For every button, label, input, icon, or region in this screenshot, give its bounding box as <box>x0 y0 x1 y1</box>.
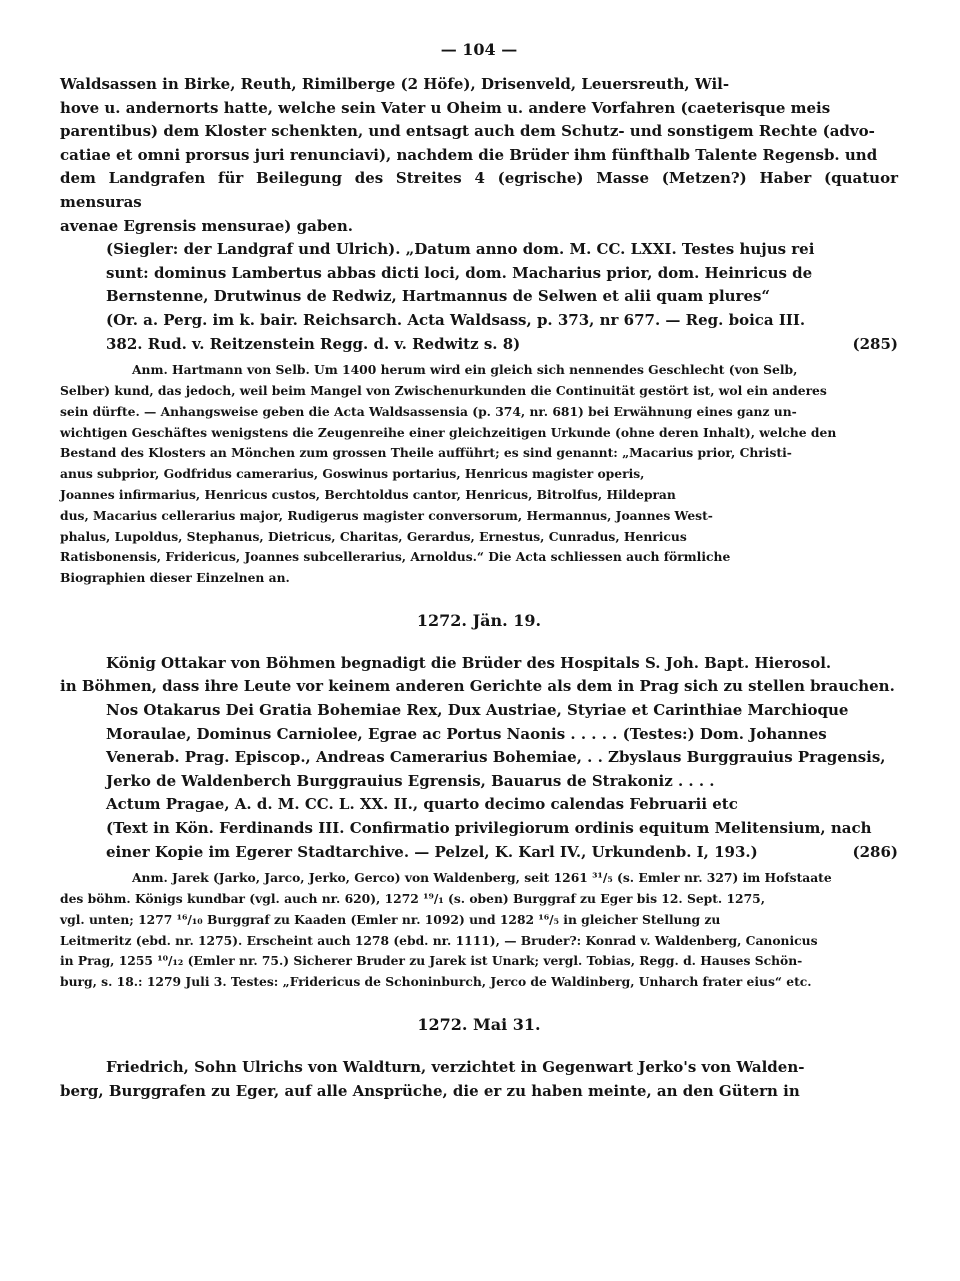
note-line: Joannes infirmarius, Henricus custos, Berchtoldus cantor, Henricus, Bitrolfus, Hildepran <box>60 486 676 502</box>
note-line: Bestand des Klosters an Mönchen zum grossen Theile aufführt; es sind genannt: „Macarius prior, Christi- <box>60 445 792 461</box>
note-line: burg, s. 18.: 1279 Juli 3. Testes: „Fridericus de Schoninburch, Jerco de Waldinberg, Unharch frater eius“ etc. <box>60 974 812 990</box>
quote-line: Actum Pragae, A. d. M. CC. L. XX. II., quarto decimo calendas Februarii etc <box>106 795 738 814</box>
summary-line: Friedrich, Sohn Ulrichs von Waldturn, verzichtet in Gegenwart Jerko's von Walden- <box>106 1058 805 1077</box>
entry-number: (285) <box>852 334 898 353</box>
note-line: anus subprior, Godfridus camerarius, Goswinus portarius, Henricus magister operis, <box>60 466 645 482</box>
note-line: in Prag, 1255 ¹⁰/₁₂ (Emler nr. 75.) Sicherer Bruder zu Jarek ist Unark; vergl. Tobias, Regg. d. Hauses Schön- <box>60 953 803 969</box>
summary-line: in Böhmen, dass ihre Leute vor keinem anderen Gerichte als dem in Prag sich zu stellen brauchen. <box>60 677 895 696</box>
text-line: avenae Egrensis mensurae) gaben. <box>60 216 353 235</box>
text-line: parentibus) dem Kloster schenkten, und entsagt auch dem Schutz- und sonstigem Rechte (advo- <box>60 122 875 141</box>
text-line: catiae et omni prorsus juri renunciavi), nachdem die Brüder ihm fünfthalb Talente Regensb. und <box>60 145 878 164</box>
quote-line: sunt: dominus Lambertus abbas dicti loci, dom. Macharius prior, dom. Heinricus de <box>106 263 813 282</box>
quote-line: Jerko de Waldenberch Burggrauius Egrensis, Bauarus de Strakoniz . . . . <box>106 771 715 790</box>
note-line: Biographien dieser Einzelnen an. <box>60 570 290 586</box>
quote-line: Bernstenne, Drutwinus de Redwiz, Hartmannus de Selwen et alii quam plures“ <box>106 287 771 306</box>
entry-286-date: 1272. Jän. 19. <box>416 610 542 630</box>
document-page <box>60 40 898 1103</box>
source-citation: einer Kopie im Egerer Stadtarchive. — Pelzel, K. Karl IV., Urkundenb. I, 193.) <box>106 842 758 861</box>
note-line: sein dürfte. — Anhangsweise geben die Acta Waldsassensia (p. 374, nr. 681) bei Erwähnung eines ganz un- <box>60 403 797 419</box>
source-citation: 382. Rud. v. Reitzenstein Regg. d. v. Redwitz s. 8) <box>106 334 521 353</box>
note-line: des böhm. Königs kundbar (vgl. auch nr. 620), 1272 ¹⁹/₁ (s. oben) Burggraf zu Eger bis 12. Sept. 1275, <box>60 891 765 907</box>
text-line: dem Landgrafen für Beilegung des Streites 4 (egrische) Masse (Metzen?) Haber (quatuor mensuras <box>60 169 898 211</box>
note-line: Leitmeritz (ebd. nr. 1275). Erscheint auch 1278 (ebd. nr. 1111), — Bruder?: Konrad v. Waldenberg, Canonicus <box>60 932 818 948</box>
note-line: Ratisbonensis, Fridericus, Joannes subcellerarius, Arnoldus.“ Die Acta schliessen auch förmliche <box>60 549 731 565</box>
entry-286-note <box>60 868 898 993</box>
note-line: Selber) kund, das jedoch, weil beim Mangel von Zwischenurkunden die Continuität gestört ist, wol ein anderes <box>60 382 827 398</box>
quote-line <box>106 333 898 357</box>
entry-287-summary <box>60 1056 898 1103</box>
page-number: — 104 — <box>440 40 518 59</box>
text-line: hove u. andernorts hatte, welche sein Vater u Oheim u. andere Vorfahren (caeterisque meis <box>60 98 831 117</box>
quote-line: (Text in Kön. Ferdinands III. Confirmatio privilegiorum ordinis equitum Melitensium, nach <box>106 819 872 838</box>
entry-286-quote <box>60 699 898 864</box>
quote-line: (Or. a. Perg. im k. bair. Reichsarch. Acta Waldsass, p. 373, nr 677. — Reg. boica III. <box>106 310 806 329</box>
quote-line: Nos Otakarus Dei Gratia Bohemiae Rex, Dux Austriae, Styriae et Carinthiae Marchioque <box>106 701 849 720</box>
note-line: wichtigen Geschäftes wenigstens die Zeugenreihe einer gleichzeitigen Urkunde (ohne deren Inhalt), welche den <box>60 424 837 440</box>
note-line: Anm. Jarek (Jarko, Jarco, Jerko, Gerco) von Waldenberg, seit 1261 ³¹/₅ (s. Emler nr. 327) im Hofstaate <box>132 870 832 886</box>
entry-285-quote <box>60 238 898 356</box>
note-line: phalus, Lupoldus, Stephanus, Dietricus, Charitas, Gerardus, Ernestus, Cunradus, Henricus <box>60 528 687 544</box>
text-line: Waldsassen in Birke, Reuth, Rimilberge (2 Höfe), Drisenveld, Leuersreuth, Wil- <box>60 75 730 93</box>
entry-number: (286) <box>852 842 898 861</box>
entry-286-summary <box>60 652 898 699</box>
quote-line <box>106 841 898 865</box>
quote-line: (Siegler: der Landgraf und Ulrich). „Datum anno dom. M. CC. LXXI. Testes hujus rei <box>106 240 815 259</box>
note-line: dus, Macarius cellerarius major, Rudigerus magister conversorum, Hermannus, Joannes West- <box>60 507 713 523</box>
quote-line: Venerab. Prag. Episcop., Andreas Camerarius Bohemiae, . . Zbyslaus Burggrauius Pragensis, <box>106 748 886 767</box>
entry-287-date: 1272. Mai 31. <box>417 1015 541 1035</box>
entry-285-note <box>60 360 898 589</box>
note-line: vgl. unten; 1277 ¹⁶/₁₀ Burggraf zu Kaaden (Emler nr. 1092) und 1282 ¹⁶/₅ in gleicher Stellung zu <box>60 911 721 927</box>
quote-line: Moraulae, Dominus Carniolee, Egrae ac Portus Naonis . . . . . (Testes:) Dom. Johannes <box>106 724 827 743</box>
summary-line: König Ottakar von Böhmen begnadigt die Brüder des Hospitals S. Joh. Bapt. Hierosol. <box>106 653 832 672</box>
summary-line: berg, Burggrafen zu Eger, auf alle Ansprüche, die er zu haben meinte, an den Gütern in <box>60 1081 800 1100</box>
entry-285-body <box>60 73 898 238</box>
note-line: Anm. Hartmann von Selb. Um 1400 herum wird ein gleich sich nennendes Geschlecht (von Selb, <box>132 362 798 378</box>
